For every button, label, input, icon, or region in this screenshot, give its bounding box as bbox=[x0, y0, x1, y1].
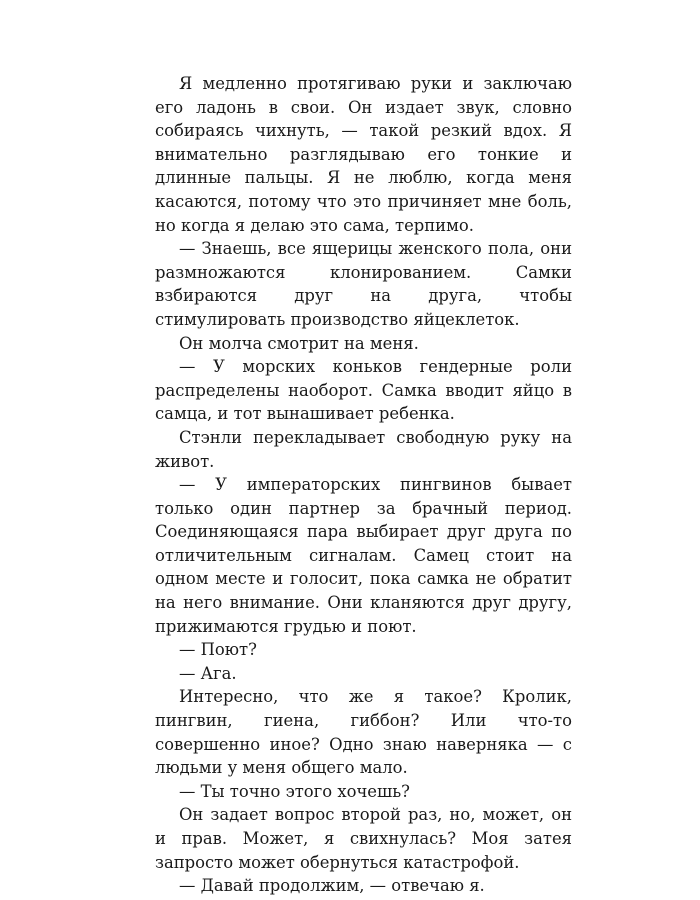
paragraph: Интересно, что же я такое? Кролик, пингвин, гиена, гиббон? Или что-то совершенно иное? Одно знаю наверняка — с людьми у меня общего мало. bbox=[155, 687, 572, 778]
paragraph: — Знаешь, все ящерицы женского пола, они размножаются клонированием. Самки взбираются друг на друга, чтобы стимулировать производство яйцеклеток. bbox=[155, 239, 572, 329]
paragraph: Он молча смотрит на меня. bbox=[179, 333, 419, 353]
paragraph: — У императорских пингвинов бывает только один партнер за брачный период. Соединяющаяся пара выбирает друг друга по отличительным сигналам. Самец стоит на одном месте и голосит, пока самка не обратит на него внимание. Они кланяются друг другу, прижимаются грудью и поют. bbox=[155, 475, 572, 636]
paragraph: Я медленно протягиваю руки и заключаю его ладонь в свои. Он издает звук, словно собираясь чихнуть, — такой резкий вдох. Я внимательно разглядываю его тонкие и длинные пальцы. Я не люблю, когда меня касаются, потому что это причиняет мне боль, но когда я делаю это сама, терпимо. bbox=[155, 74, 572, 235]
paragraph: — Давай продолжим, — отвечаю я. bbox=[179, 876, 485, 896]
paragraph: Он задает вопрос второй раз, но, может, он и прав. Может, я свихнулась? Моя затея запросто может обернуться катастрофой. bbox=[155, 805, 572, 872]
paragraph: Стэнли перекладывает свободную руку на живот. bbox=[155, 427, 572, 471]
paragraph: — Поют? bbox=[179, 640, 257, 660]
book-page bbox=[155, 72, 572, 898]
paragraph: — Ты точно этого хочешь? bbox=[179, 781, 410, 801]
paragraph: — У морских коньков гендерные роли распределены наоборот. Самка вводит яйцо в самца, и тот вынашивает ребенка. bbox=[155, 357, 572, 424]
paragraph: — Ага. bbox=[179, 663, 237, 683]
